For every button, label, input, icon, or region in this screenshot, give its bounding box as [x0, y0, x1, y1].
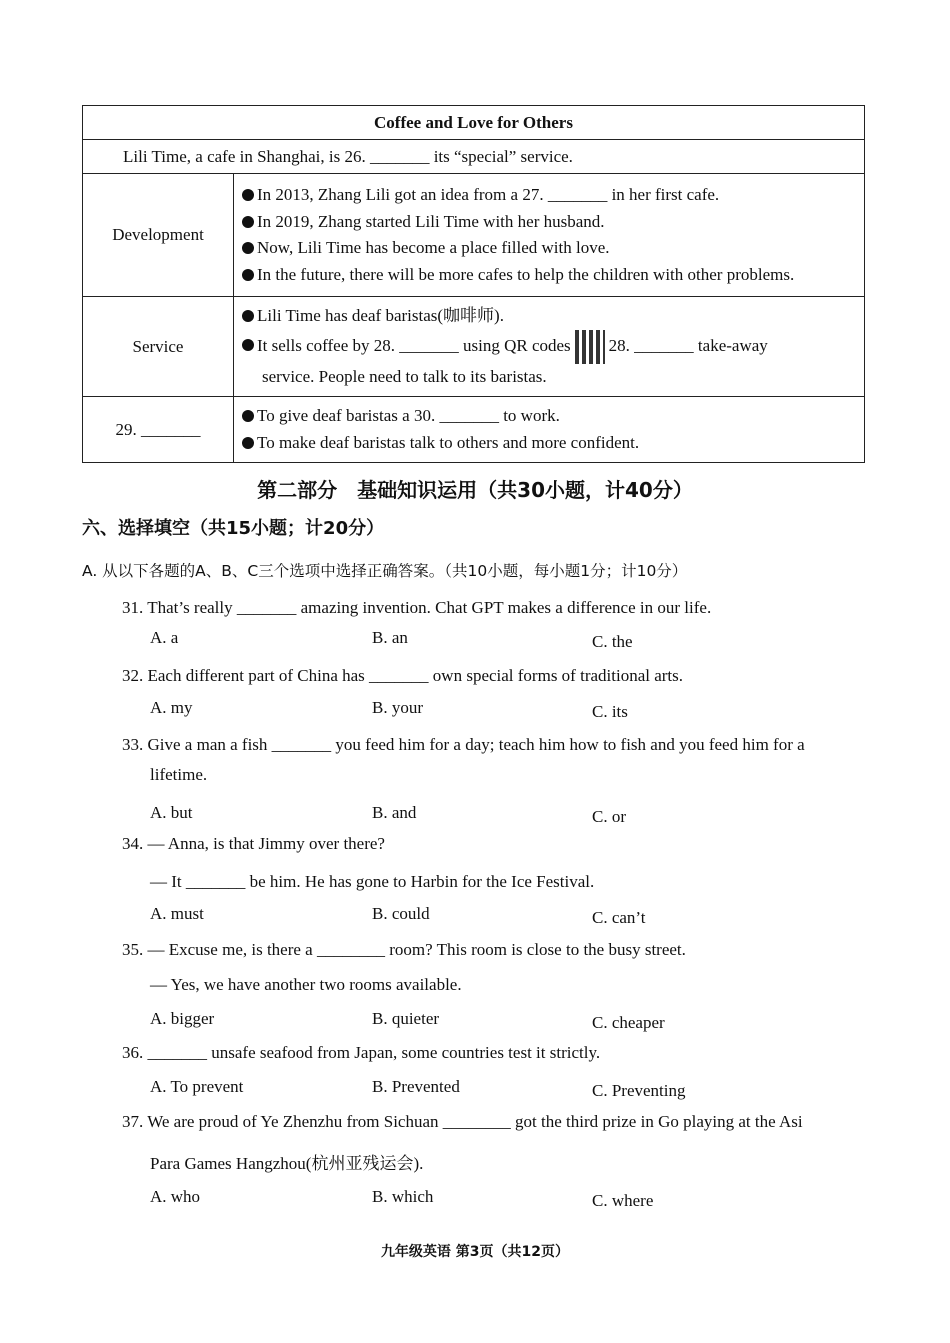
question-34-option-c: C. can’t — [592, 908, 646, 927]
page-footer: 九年级英语 第3页（共12页） — [380, 1244, 570, 1260]
question-37-option-b: B. which — [372, 1187, 434, 1206]
question-35-option-a: A. bigger — [150, 1009, 215, 1028]
list-item: In 2019, Zhang started Lili Time with her husband. — [257, 211, 605, 231]
question-31-option-a: A. a — [150, 628, 179, 647]
bullet-icon — [242, 216, 254, 228]
bullet-icon — [242, 189, 254, 201]
table-intro: Lili Time, a cafe in Shanghai, is 26. _______ its “special” service. — [83, 140, 865, 174]
question-35-text: — Yes, we have another two rooms available. — [150, 975, 462, 994]
bullet-icon — [242, 339, 254, 351]
bullet-icon — [242, 437, 254, 449]
question-32-option-b: B. your — [372, 698, 423, 717]
part-title: 第二部分 基础知识运用（共30小题，计40分） — [257, 478, 693, 502]
row-label-development: Development — [83, 174, 234, 297]
question-32-option-c: C. its — [592, 702, 628, 721]
question-36-option-a: A. To prevent — [150, 1077, 244, 1096]
question-37-text: 37. We are proud of Ye Zhenzhu from Sichuan ________ got the third prize in Go playing at the Asi — [122, 1112, 803, 1131]
question-33-option-c: C. or — [592, 807, 626, 826]
question-33-text: 33. Give a man a fish _______ you feed him for a day; teach him how to fish and you feed him for a — [122, 735, 805, 754]
question-37-text: Para Games Hangzhou(杭州亚残运会). — [150, 1154, 424, 1173]
question-34-option-a: A. must — [150, 904, 204, 923]
question-33-text: lifetime. — [150, 765, 208, 784]
question-32-option-a: A. my — [150, 698, 193, 717]
question-31-text: 31. That’s really _______ amazing invention. Chat GPT makes a difference in our life. — [122, 598, 712, 617]
development-items — [234, 174, 865, 297]
list-item: It sells coffee by 28. _______ using QR codes — [257, 335, 571, 355]
question-35-option-b: B. quieter — [372, 1009, 440, 1028]
instruction: A. 从以下各题的A、B、C三个选项中选择正确答案。（共10小题，每小题1分；计10分） — [82, 562, 688, 580]
question-32-text: 32. Each different part of China has _______ own special forms of traditional arts. — [122, 666, 684, 685]
bullet-icon — [242, 242, 254, 254]
bullet-icon — [242, 410, 254, 422]
question-34-text: — It _______ be him. He has gone to Harbin for the Ice Festival. — [150, 872, 595, 891]
question-37-option-c: C. where — [592, 1191, 654, 1210]
list-item: To make deaf baristas talk to others and more confident. — [257, 432, 640, 452]
coffee-table — [82, 105, 865, 463]
list-item: 28. _______ take-away — [608, 335, 768, 355]
question-35-text: 35. — Excuse me, is there a ________ room? This room is close to the busy street. — [122, 940, 686, 959]
question-36-option-b: B. Prevented — [372, 1077, 460, 1096]
row-label-service: Service — [83, 297, 234, 397]
question-35-option-c: C. cheaper — [592, 1013, 665, 1032]
list-item: service. People need to talk to its baristas. — [262, 366, 547, 386]
qr-code-icon — [575, 330, 605, 364]
list-item: In the future, there will be more cafes to help the children with other problems. — [257, 264, 795, 284]
table-title: Coffee and Love for Others — [83, 106, 865, 140]
question-31-option-c: C. the — [592, 632, 633, 651]
question-36-text: 36. _______ unsafe seafood from Japan, some countries test it strictly. — [122, 1043, 601, 1062]
list-item: To give deaf baristas a 30. _______ to work. — [257, 406, 560, 425]
row-label-29: 29. _______ — [83, 397, 234, 463]
list-item: In 2013, Zhang Lili got an idea from a 27. _______ in her first cafe. — [257, 185, 720, 204]
list-item: Now, Lili Time has become a place filled with love. — [257, 238, 610, 257]
question-34-option-b: B. could — [372, 904, 430, 923]
bullet-icon — [242, 269, 254, 281]
list-item: Lili Time has deaf baristas(咖啡师). — [257, 306, 504, 325]
bullet-icon — [242, 310, 254, 322]
service-items — [234, 297, 865, 397]
section-title: 六、选择填空（共15小题；计20分） — [82, 518, 385, 539]
question-33-option-b: B. and — [372, 803, 417, 822]
question-36-option-c: C. Preventing — [592, 1081, 686, 1100]
purpose-items — [234, 397, 865, 463]
question-33-option-a: A. but — [150, 803, 193, 822]
question-37-option-a: A. who — [150, 1187, 201, 1206]
question-31-option-b: B. an — [372, 628, 408, 647]
question-34-text: 34. — Anna, is that Jimmy over there? — [122, 834, 385, 853]
